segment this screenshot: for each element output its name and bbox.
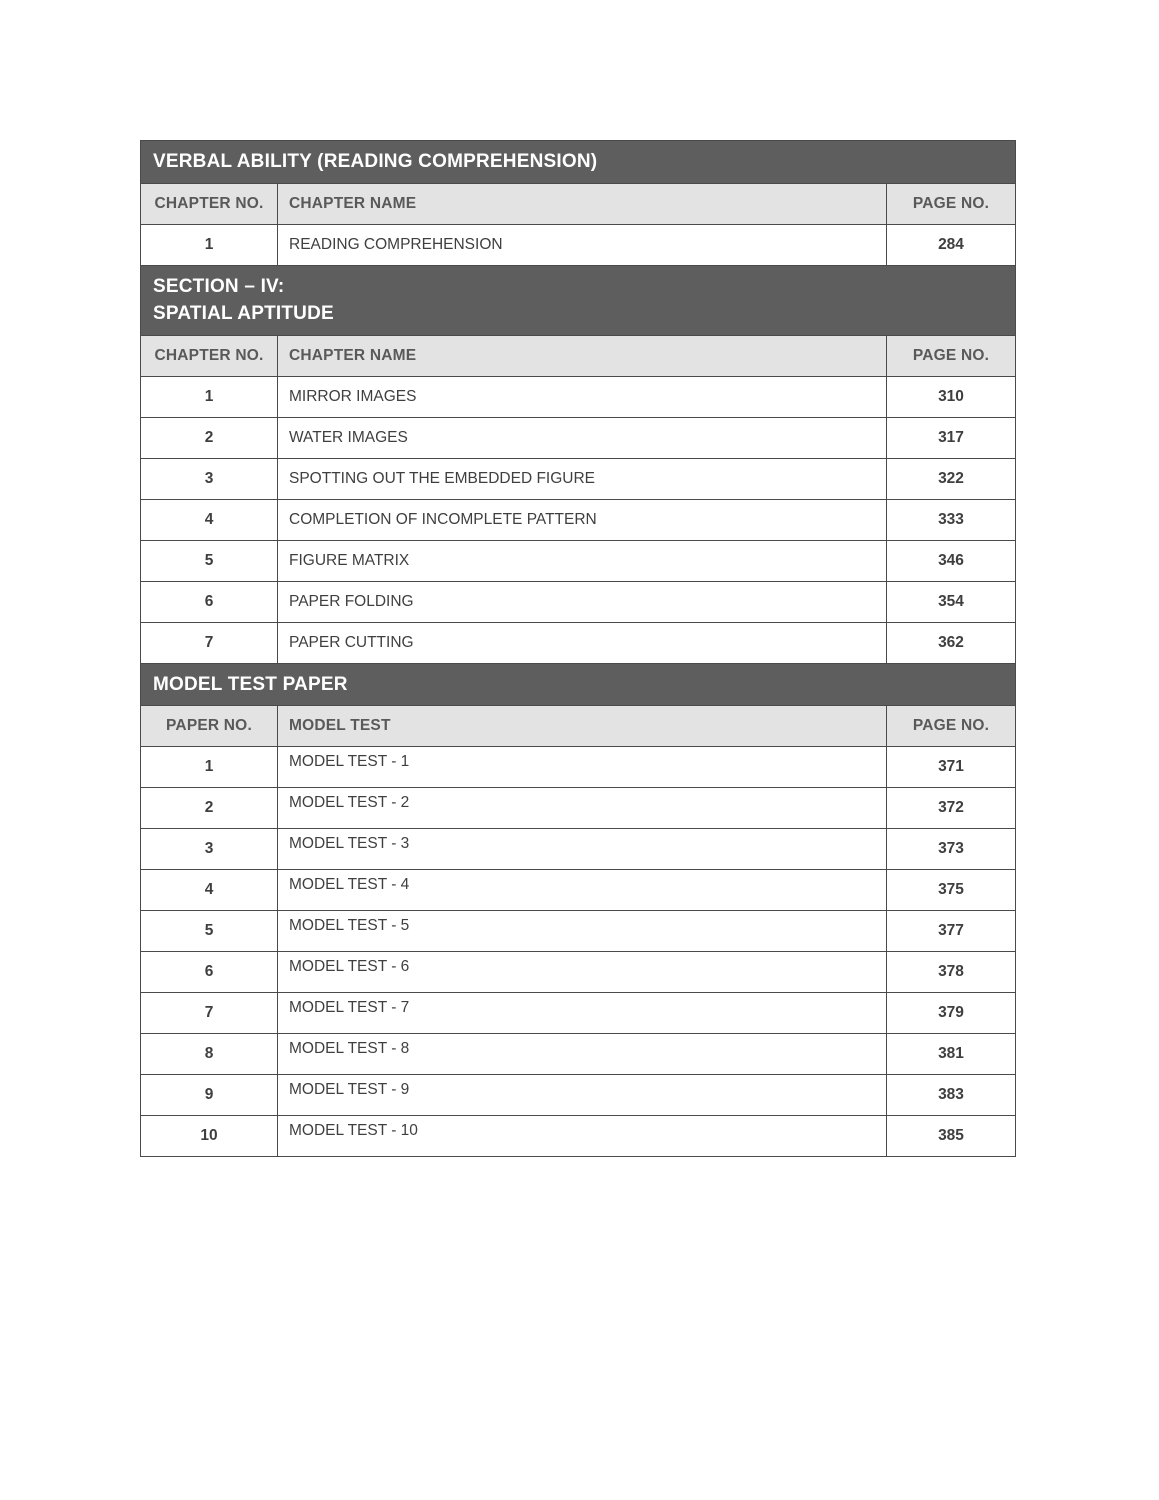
page-number: 310	[887, 376, 1016, 417]
page-number: 371	[887, 747, 1016, 788]
table-row	[141, 458, 1016, 499]
chapter-number: 7	[141, 622, 278, 663]
section-header-row	[141, 141, 1016, 184]
table-row	[141, 540, 1016, 581]
paper-number: 3	[141, 829, 278, 870]
page-number: 373	[887, 829, 1016, 870]
column-header-chapter-name: CHAPTER NAME	[278, 183, 887, 224]
page-number: 381	[887, 1034, 1016, 1075]
page-number: 385	[887, 1116, 1016, 1157]
section-title	[141, 663, 1016, 706]
table-row	[141, 1116, 1016, 1157]
section-verbal-ability	[141, 141, 1016, 266]
column-header-model-test: MODEL TEST	[278, 706, 887, 747]
chapter-number: 6	[141, 581, 278, 622]
table-row	[141, 788, 1016, 829]
chapter-name: PAPER CUTTING	[278, 622, 887, 663]
section-header-row	[141, 663, 1016, 706]
page-number: 317	[887, 417, 1016, 458]
column-header-chapter-name: CHAPTER NAME	[278, 335, 887, 376]
table-row	[141, 224, 1016, 265]
chapter-name: WATER IMAGES	[278, 417, 887, 458]
model-test-name: MODEL TEST - 10	[278, 1116, 887, 1157]
paper-number: 7	[141, 993, 278, 1034]
paper-number: 8	[141, 1034, 278, 1075]
model-test-name: MODEL TEST - 5	[278, 911, 887, 952]
table-row	[141, 829, 1016, 870]
model-test-name: MODEL TEST - 1	[278, 747, 887, 788]
section-model-test-paper	[141, 663, 1016, 1157]
section-title-text: VERBAL ABILITY (READING COMPREHENSION)	[153, 151, 598, 172]
section-title	[141, 265, 1016, 335]
model-test-name: MODEL TEST - 2	[278, 788, 887, 829]
chapter-number: 1	[141, 224, 278, 265]
section-header-row	[141, 265, 1016, 335]
page-number: 377	[887, 911, 1016, 952]
page-number: 378	[887, 952, 1016, 993]
table-row	[141, 993, 1016, 1034]
table-row	[141, 952, 1016, 993]
model-test-name: MODEL TEST - 9	[278, 1075, 887, 1116]
model-test-name: MODEL TEST - 3	[278, 829, 887, 870]
chapter-number: 3	[141, 458, 278, 499]
model-test-name: MODEL TEST - 8	[278, 1034, 887, 1075]
page-number: 372	[887, 788, 1016, 829]
table-row	[141, 581, 1016, 622]
column-header-row	[141, 706, 1016, 747]
column-header-page-no: PAGE NO.	[887, 335, 1016, 376]
model-test-name: MODEL TEST - 7	[278, 993, 887, 1034]
table-row	[141, 622, 1016, 663]
section-spatial-aptitude	[141, 265, 1016, 663]
table-row	[141, 499, 1016, 540]
paper-number: 1	[141, 747, 278, 788]
table-row	[141, 870, 1016, 911]
column-header-chapter-no: CHAPTER NO.	[141, 335, 278, 376]
page-number: 362	[887, 622, 1016, 663]
page-number: 354	[887, 581, 1016, 622]
table-of-contents	[140, 140, 1015, 1157]
chapter-name: READING COMPREHENSION	[278, 224, 887, 265]
model-test-name: MODEL TEST - 4	[278, 870, 887, 911]
column-header-page-no: PAGE NO.	[887, 706, 1016, 747]
section-title-text: MODEL TEST PAPER	[153, 673, 348, 695]
model-test-name: MODEL TEST - 6	[278, 952, 887, 993]
paper-number: 9	[141, 1075, 278, 1116]
column-header-chapter-no: CHAPTER NO.	[141, 183, 278, 224]
section-title-line-2: SPATIAL APTITUDE	[153, 303, 334, 325]
chapter-name: COMPLETION OF INCOMPLETE PATTERN	[278, 499, 887, 540]
page-number: 375	[887, 870, 1016, 911]
paper-number: 5	[141, 911, 278, 952]
page-number: 379	[887, 993, 1016, 1034]
chapter-number: 5	[141, 540, 278, 581]
chapter-name: SPOTTING OUT THE EMBEDDED FIGURE	[278, 458, 887, 499]
chapter-name: MIRROR IMAGES	[278, 376, 887, 417]
page-number: 322	[887, 458, 1016, 499]
paper-number: 2	[141, 788, 278, 829]
table-row	[141, 1075, 1016, 1116]
chapter-name: FIGURE MATRIX	[278, 540, 887, 581]
page-number: 284	[887, 224, 1016, 265]
page-number: 383	[887, 1075, 1016, 1116]
paper-number: 10	[141, 1116, 278, 1157]
table-row	[141, 376, 1016, 417]
section-title-line-1: SECTION – IV:	[153, 275, 285, 297]
page-number: 333	[887, 499, 1016, 540]
column-header-paper-no: PAPER NO.	[141, 706, 278, 747]
table-row	[141, 911, 1016, 952]
chapter-number: 4	[141, 499, 278, 540]
toc-table	[140, 140, 1016, 1157]
chapter-number: 2	[141, 417, 278, 458]
page-number: 346	[887, 540, 1016, 581]
chapter-name: PAPER FOLDING	[278, 581, 887, 622]
paper-number: 4	[141, 870, 278, 911]
column-header-row	[141, 335, 1016, 376]
table-row	[141, 1034, 1016, 1075]
table-row	[141, 417, 1016, 458]
chapter-number: 1	[141, 376, 278, 417]
paper-number: 6	[141, 952, 278, 993]
table-row	[141, 747, 1016, 788]
section-title	[141, 141, 1016, 184]
column-header-row	[141, 183, 1016, 224]
column-header-page-no: PAGE NO.	[887, 183, 1016, 224]
